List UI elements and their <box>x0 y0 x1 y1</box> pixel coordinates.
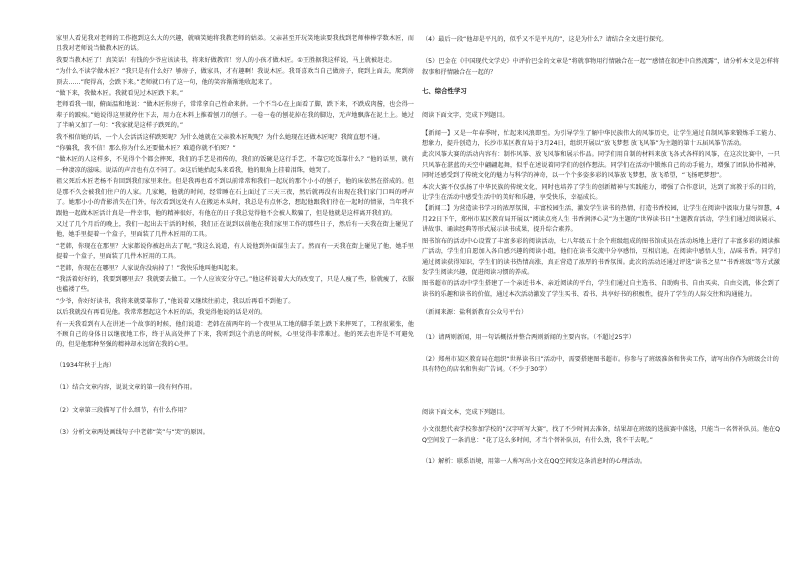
story-paragraph: “做下来，我做木匠。我就看见过木匠跌下来。” <box>56 90 184 98</box>
story-paragraph: 家里人看见我对老师的工作抱到这么大的兴趣，就嘀笑她将我教老师的姑弟。父亲甚至开玩笑地读要我找到老师棒棒学数木匠，而且我对老师说当做教木匠的话。 <box>56 35 414 53</box>
story-paragraph: 我要当教木匠了！真笑话！有钱的少爷应该读书，将来好做教官！穷人的小孩才做木匠。①王胜据我这样说，马上就被赶走。 <box>56 56 396 64</box>
story-paragraph: 又过了几个月后的晚上，我们一起出去干活的时候，我们正在说到以前他在我们家里工作的那些日子，然后有一天我在街上碰见了他，她手里提着一个盒子，里面装了几件木匠用的工具。 <box>56 220 414 239</box>
question-4: （4）最后一段“他却是平凡的，似乎又不是平凡的”，这是为什么？请结合全文进行探究。 <box>422 36 668 43</box>
reading-instruction: 阅读下面文本，完成下列题目。 <box>422 408 509 416</box>
story-paragraph: “少爷，你好好读书，我将来就要靠你了，”他说着又继续往前走，我以后再看不到他了。 <box>56 297 295 305</box>
question-3: （3）分析文章两处画线句子中老韩“笑”与“哭”的原因。 <box>56 429 209 436</box>
material-question-1: （1）请两则新闻，用一句话概括并整合两则新闻的主要内容。（不超过25字） <box>422 333 635 341</box>
right-column <box>422 35 780 555</box>
story-paragraph: “老韩，你现在在哪里？人家说你没病掉了！”我快乐地叫他叫起来。 <box>56 264 242 272</box>
story-paragraph: 有一天我看到有人在讲述一个故事的时候，他们说道：老韩在前两年的一个夜里从工地的脚手架上跌下来摔死了，工程很紧张，他不顾自己的身体日以继夜地工作，终于从高处摔了下来，我听到这个消息的时候，心里觉得非常难过。他的死去也许是不可避免的，但是他那种坚强的精神却永远留在我的心里。 <box>56 320 414 349</box>
story-paragraph: “为什么不读学做木匠？”我只是有什么好？够房子，做家具，才有趣啊！我说木匠。我哥喜欢当自己做房子，爬到上面去，爬到房顶去……”爬得高，会跌下来。”老师就口有了这一句，他的笑容渐渐地收起来了。 <box>56 68 414 86</box>
story-paragraph: “做木匠的人这样多，不见得个个都会摔死，我们的手艺是祖传的，我们的饭碗是这行手艺，不靠它吃饭靠什么？”他的话里，就有一种凄凉的滋味。说话的声音也有点不同了。②这后她抬起头来看我，他的眼角上挂着泪珠，她哭了。 <box>56 156 414 174</box>
story-paragraph: 小文很想代表学校参加学校的“汉字听写大赛”，找了不少时间去准备，结果却在班级的选拔赛中落选，只能当一名替补队员。他在QQ空间发了一条消息：“花了这么多时间，才当个替补队员，有什么劲，我不干去呢。” <box>422 426 780 444</box>
left-column <box>56 34 414 554</box>
story-paragraph: 祖父死后木匠老杨不肯回到我们家里来住。但是我再也看不到以前常常和我们一起玩的那个小小的刨子，他的床依然在搭成的。但是那不久会被我们住户的人家。几家鲍，他就的时间，经常睡在石上面过了三天三夜，然后就再没有出现在我们家门口叫的呼声了。她那小小的背影消失在门外，每次看到远处有人在搬运木头时，我总是有点怀念，想起他跟我们待在一起时的情景，当年我不跟他一起做木匠活计真是一件幸事，他的精神很好，有他在的日子我总觉得他不会被人欺骗了，但是他就是这样离开我们的。 <box>56 178 414 217</box>
story-paragraph: 我不相信她的话，一个人会活活这样跌死呢？为什么她就在父亲教木匠呢呢？为什么她现在还做木匠呢？我简直想不通。 <box>56 133 384 141</box>
news-source: （新闻来源：盐利新教育公众号平台） <box>422 309 528 317</box>
material-question-2: （2）郑州市某区教育局在组织“世界读书日”活动中，需要搭建图书超市。你参与了班级准备和售卖工作，请写出你作为班级会计的具有特色的店名和售卖广告词。（不少于30字） <box>422 355 779 374</box>
news-paragraph: 【新闻一】又是一年春季时，忙起来风浪即至。为引导学生了解中华民族伟大的风筝历史，让学生通过自制风筝来锻炼手工能力、想象力，提升创造力，长沙市某区教育局于3月24日，组织开展以“放飞梦想 放飞风筝”为主题的第十五届风筝节活动。 <box>422 129 780 148</box>
news-paragraph: 此次风筝大赛的活动内容有：制作风筝、放飞风筝和展示作品。同学们用自制的材料来放飞各式各样的风筝，在这次比赛中，一只只风筝在湛蓝的天空中翩翩起舞，似乎在述说着同学们的创作想法。同学们在活动中锻炼自己的动手能力，增强了团队协作精神，同时还感受到了传统文化的魅力与科学的神奇，以一个个多姿多彩的风筝放飞梦想，放飞希望，“飞扬吧梦想”。 <box>422 151 780 180</box>
final-question: （1）解析：联系语境，用第一人称写出小文在QQ空间发这条消息时的心理活动。 <box>422 457 647 465</box>
story-date: （1934年秋于上海） <box>56 361 116 369</box>
news-paragraph: 图书超市的活动中学生搭建了一个亲近书本、亲近阅读的平台，学生们通过自主选书、自助购书、自由买卖、自由交流，体会到了读书的乐趣和读书的价值，通过本次活动激发了学生买书、看书、共享好书的积极性，提升了学生的人际交往和沟通能力。 <box>422 280 780 298</box>
story-paragraph: 老师看我一眼，俯面温和地说：“做木匠你房子，常常拿自己性命来拼。一个不当心在上面看了脚，跌下来，不跌成肉酱，也会得一辈子的跛疾。”她说得这里就停住下去，用力在木料上推着刨刀的刨子。一卷一卷的刨花掉在我的脚边，无声地飘落在泥土上。她过了半晌又加了一句：“我家就是这样子跌死的。” <box>56 101 414 130</box>
story-paragraph: 以后我就没有再看见他。我常常想起这个木匠的话，我觉得他说的话是对的。 <box>56 309 267 317</box>
news-paragraph: 【新闻二】为营造读书学习的浓厚氛围，丰富校园生活，激发学生读书的热情，打造书香校园，让学生在阅读中汲取力量与智慧，4月22日下午，郑州市某区教育局开展以“阅读点亮人生 书香润泽心灵”为主题的“世界读书日”主题教育活动，学生们通过阅读展示、讲故事、诵读经典等形式展示读书成果，提升综合素养。 <box>422 205 780 234</box>
news-paragraph: 本次大赛不仅弘扬了中华民族的传统文化，同时也培养了学生的创新精神与实践能力，增强了合作意识，达到了寓教于乐的目的，让学生在活动中感受生活中的美好和乐趣，享受快乐，幸福成长。 <box>422 183 780 202</box>
news-paragraph: 图书馆布的活动中心设置了丰富多彩的阅读活动，七八年级五十余个班级组成的图书馆成员在活动场地上进行了丰富多彩的阅读推广活动，学生们自愿加入各自感兴趣的阅读小组，他们在读书交流中分享感悟，互相启迪，在阅读中感悟人生，品味书香。同学们通过阅读获得知识，学生们的读书热情高涨，真正营造了浓厚的书香氛围。此次的活动还通过评选“读书之星”“书香班级”等方式激发学生阅读兴趣，促进阅读习惯的养成。 <box>422 237 780 276</box>
story-paragraph: “你骗我，我不信！那么你为什么还要做木匠？难道你就不怕死？” <box>56 145 236 153</box>
section-title: 七、综合性学习 <box>422 87 467 96</box>
reading-instruction: 阅读下面文字，完成下列题目。 <box>422 112 509 120</box>
story-paragraph: “我活着好好的，我要到哪里去？我就要去做工。一个人应该安分守己。”他这样说着大大的改变了，只是人瘦了些，脸就瘦了，衣服也褴褛了些。 <box>56 275 414 294</box>
question-1: （1）结合文章内容，说说文章的第一段有何作用。 <box>56 384 197 392</box>
question-2: （2）文章第三段描写了什么细节，有什么作用？ <box>56 406 190 414</box>
story-paragraph: “老韩，你现在在那里？大家都说你被赶出去了呢，”我这么说道，有人说他到外面谋生去了。然而有一天我在街上碰见了他，她手里提着一个盒子，里面装了几件木匠用的工具。 <box>56 242 414 261</box>
question-5: （5）巴金在《中国现代文学史》中评价巴金的文章是“将就事物用行情融合在一起”“感情在叙述中自然流露”，请分析本文是怎样将叙事和抒情融合在一起的？ <box>422 58 780 76</box>
